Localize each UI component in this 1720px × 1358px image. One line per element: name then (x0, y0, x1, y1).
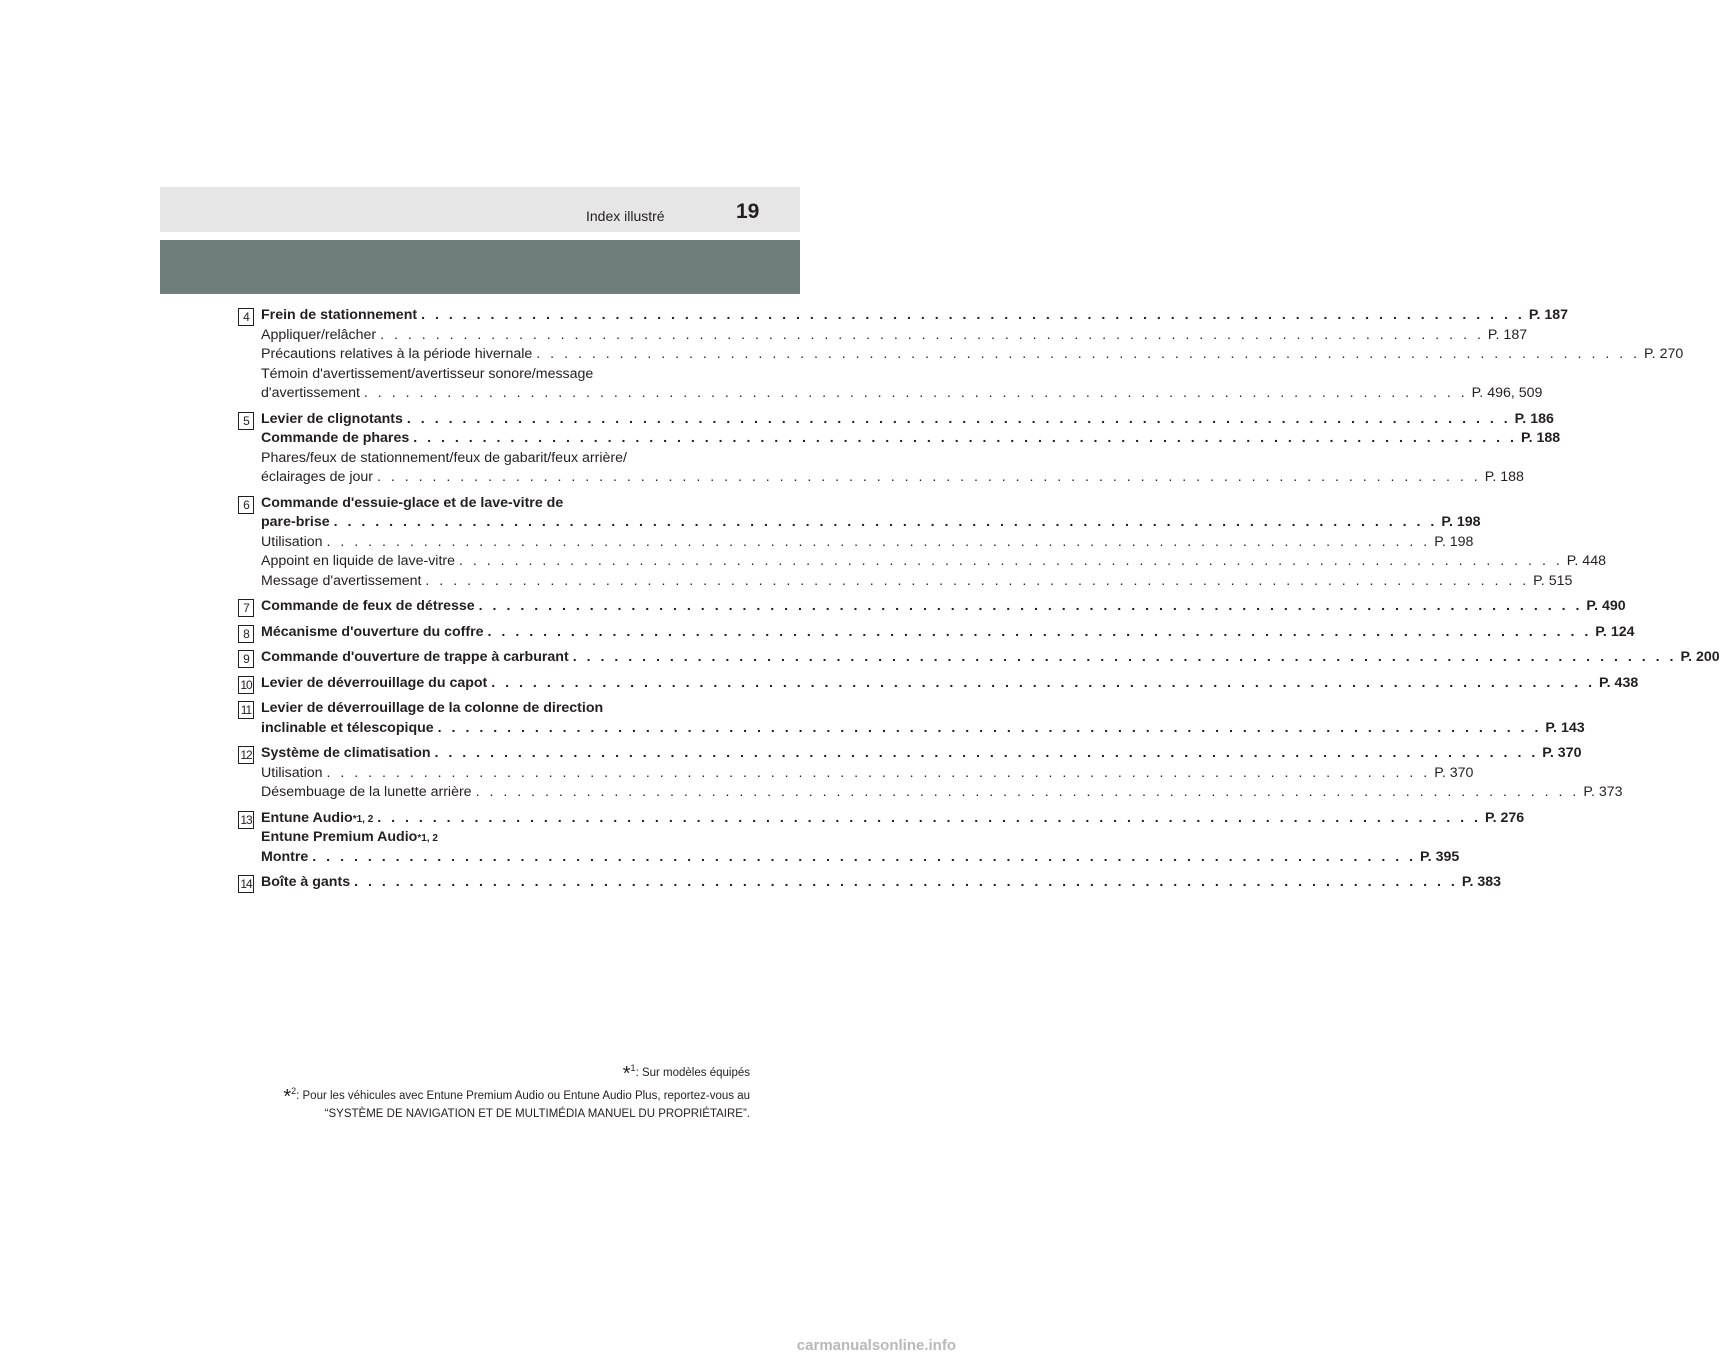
leader-dots: . . . . . . . . . . . . . . . . . . . . . . . . . . . . . . . . . . . . . . . . . . . . . . . . . . . . . . . . . . . . . . . . . . . . . . . . . . . . . . . . (312, 848, 1417, 865)
dark-banner (160, 240, 800, 294)
page-reference[interactable]: P. 515 (1533, 572, 1573, 589)
index-group (238, 306, 1684, 404)
header-band (160, 187, 800, 232)
page-reference[interactable]: P. 143 (1545, 719, 1585, 736)
entry-label: éclairages de jour (261, 469, 373, 485)
index-entry (261, 552, 1606, 572)
item-number-badge: 13 (238, 811, 254, 829)
asterisk-icon: * (622, 1063, 631, 1085)
item-number-badge: 11 (238, 701, 254, 719)
leader-dots: . . . . . . . . . . . . . . . . . . . . . . . . . . . . . . . . . . . . . . . . . . . . . . . . . . . . . . . . . . . . . . . . . . . . . . . . . . . . . . . . (536, 346, 1641, 362)
leader-dots: . . . . . . . . . . . . . . . . . . . . . . . . . . . . . . . . . . . . . . . . . . . . . . . . . . . . . . . . . . . . . . . . . . . . . . . . . . . . . . . . (491, 674, 1596, 691)
leader-dots: . . . . . . . . . . . . . . . . . . . . . . . . . . . . . . . . . . . . . . . . . . . . . . . . . . . . . . . . . . . . . . . . . . . . . . . . . . . . . . . . (363, 385, 1468, 401)
footnotes (190, 1060, 750, 1123)
entry-label: Appliquer/relâcher (261, 326, 377, 343)
index-group (238, 410, 1561, 488)
index-entry (261, 597, 1626, 617)
leader-dots: . . . . . . . . . . . . . . . . . . . . . . . . . . . . . . . . . . . . . . . . . . . . . . . . . . . . . . . . . . . . . . . . . . . . . . . . . . . . . . . . (437, 719, 1542, 736)
entry-label: Levier de clignotants (261, 410, 403, 427)
leader-dots: . . . . . . . . . . . . . . . . . . . . . . . . . . . . . . . . . . . . . . . . . . . . . . . . . . . . . . . . . . . . . . . . . . . . . . . . . . . . . . . . (572, 649, 1677, 665)
index-group (238, 597, 1626, 617)
entry-label: Phares/feux de stationnement/feux de gabarit/feux arrière/ (261, 449, 627, 466)
index-entry (261, 623, 1635, 643)
entry-label: Levier de déverrouillage du capot (261, 674, 488, 691)
index-group (238, 674, 1639, 694)
entry-label: Système de climatisation (261, 745, 431, 761)
index-entry: Entune Premium Audio *1, 2 (261, 828, 726, 848)
item-number-badge: 6 (238, 496, 254, 514)
entry-label: Précautions relatives à la période hivernale (261, 346, 533, 362)
page-reference[interactable]: P. 395 (1420, 848, 1460, 865)
entry-label: Commande de feux de détresse (261, 598, 475, 614)
page-reference[interactable]: P. 188 (1484, 469, 1524, 485)
leader-dots: . . . . . . . . . . . . . . . . . . . . . . . . . . . . . . . . . . . . . . . . . . . . . . . . . . . . . . . . . . . . . . . . . . . . . . . . . . . . . . . . (487, 623, 1592, 640)
leader-dots: . . . . . . . . . . . . . . . . . . . . . . . . . . . . . . . . . . . . . . . . . . . . . . . . . . . . . . . . . . . . . . . . . . . . . . . . . . . . . . . . (354, 874, 1458, 890)
leader-dots: . . . . . . . . . . . . . . . . . . . . . . . . . . . . . . . . . . . . . . . . . . . . . . . . . . . . . . . . . . . . . . . . . . . . . . . . . . . . . . . . (478, 598, 1583, 614)
index-entry (261, 572, 1573, 592)
item-number-badge: 7 (238, 599, 254, 617)
page-reference[interactable]: P. 200 (1680, 649, 1720, 665)
entry-label: Entune Premium Audio (261, 829, 418, 845)
footnote-1: *$^1$: Sur modèles équipés (622, 1063, 750, 1085)
footnote-2: *$^2$: Pour les véhicules avec Entune Premium Audio ou Entune Audio Plus, reportez-vous au (283, 1086, 750, 1108)
leader-dots: . . . . . . . . . . . . . . . . . . . . . . . . . . . . . . . . . . . . . . . . . . . . . . . . . . . . . . . . . . . . . . . . . . . . . . . . . . . . . . . . (475, 784, 1580, 800)
leader-dots: . . . . . . . . . . . . . . . . . . . . . . . . . . . . . . . . . . . . . . . . . . . . . . . . . . . . . . . . . . . . . . . . . . . . . . . . . . . . . . . . (434, 745, 1539, 761)
page-reference[interactable]: P. 198 (1434, 533, 1474, 550)
entry-label: Commande de phares (261, 430, 410, 446)
item-number-badge: 12 (238, 746, 254, 764)
entry-label: Témoin d'avertissement/avertisseur sonore/message (261, 365, 594, 382)
leader-dots: . . . . . . . . . . . . . . . . . . . . . . . . . . . . . . . . . . . . . . . . . . . . . . . . . . . . . . . . . . . . . . . . . . . . . . . . . . . . . . . . (326, 764, 1431, 781)
entry-label: Commande d'ouverture de trappe à carburant (261, 649, 569, 665)
page-reference[interactable]: P. 448 (1566, 553, 1606, 569)
index-group (238, 744, 1623, 803)
entry-label: Message d'avertissement (261, 572, 422, 589)
footnote-2-continued: “SYSTÈME DE NAVIGATION ET DE MULTIMÉDIA MANUEL DU PROPRIÉTAIRE”. (324, 1108, 750, 1120)
page-reference[interactable]: P. 370 (1434, 764, 1474, 781)
leader-dots: . . . . . . . . . . . . . . . . . . . . . . . . . . . . . . . . . . . . . . . . . . . . . . . . . . . . . . . . . . . . . . . . . . . . . . . . . . . . . . . . (377, 809, 1482, 826)
page-reference[interactable]: P. 496, 509 (1471, 385, 1543, 401)
entry-label: Entune Audio (261, 809, 353, 826)
page-number: 19 (736, 200, 760, 223)
index-entry (261, 384, 1543, 404)
index-entry (261, 306, 1569, 326)
page-reference[interactable]: P. 198 (1441, 514, 1481, 530)
index-entry (261, 365, 726, 385)
entry-label: Boîte à gants (261, 874, 351, 890)
page-reference[interactable]: P. 187 (1487, 326, 1528, 343)
entry-label: Appoint en liquide de lave-vitre (261, 553, 456, 569)
entry-label: Montre (261, 848, 309, 865)
index-group (238, 623, 1635, 643)
section-title: Index illustré (586, 208, 665, 224)
page-reference[interactable]: P. 270 (1644, 346, 1684, 362)
index-entry (261, 744, 1582, 764)
index-group (238, 648, 1720, 668)
leader-dots: . . . . . . . . . . . . . . . . . . . . . . . . . . . . . . . . . . . . . . . . . . . . . . . . . . . . . . . . . . . . . . . . . . . . . . . . . . . . . . . . (326, 533, 1431, 550)
entry-label: Frein de stationnement (261, 307, 418, 323)
page-reference[interactable]: P. 124 (1595, 623, 1635, 640)
index-group (238, 873, 1502, 893)
leader-dots: . . . . . . . . . . . . . . . . . . . . . . . . . . . . . . . . . . . . . . . . . . . . . . . . . . . . . . . . . . . . . . . . . . . . . . . . . . . . . . . . (380, 326, 1484, 343)
index-entry (261, 699, 726, 719)
index-entry (261, 873, 1502, 893)
index-entry (261, 719, 1585, 739)
entry-label: Utilisation (261, 533, 323, 550)
entry-label: d'avertissement (261, 385, 360, 401)
leader-dots: . . . . . . . . . . . . . . . . . . . . . . . . . . . . . . . . . . . . . . . . . . . . . . . . . . . . . . . . . . . . . . . . . . . . . . . . . . . . . . . . (377, 469, 1481, 485)
index-entry (261, 674, 1639, 694)
index-entry (261, 326, 1528, 346)
item-number-badge: 4 (238, 308, 254, 326)
entry-label: pare-brise (261, 514, 330, 530)
index-group (238, 809, 1525, 868)
page-reference[interactable]: P. 188 (1520, 430, 1561, 446)
page-reference[interactable]: P. 383 (1461, 874, 1502, 890)
page-reference[interactable]: P. 186 (1514, 410, 1554, 427)
entry-label: inclinable et télescopique (261, 719, 434, 736)
page-reference[interactable]: P. 187 (1528, 307, 1569, 323)
index-entry (261, 429, 1561, 449)
index-entry (261, 494, 726, 514)
index-group (238, 494, 1606, 592)
entry-label: Mécanisme d'ouverture du coffre (261, 623, 484, 640)
leader-dots: . . . . . . . . . . . . . . . . . . . . . . . . . . . . . . . . . . . . . . . . . . . . . . . . . . . . . . . . . . . . . . . . . . . . . . . . . . . . . . . . (406, 410, 1511, 427)
index-entry (261, 533, 1474, 553)
page-reference[interactable]: P. 490 (1586, 598, 1626, 614)
index-entry (261, 513, 1481, 533)
page-reference[interactable]: P. 370 (1542, 745, 1582, 761)
leader-dots: . . . . . . . . . . . . . . . . . . . . . . . . . . . . . . . . . . . . . . . . . . . . . . . . . . . . . . . . . . . . . . . . . . . . . . . . . . . . . . . . (459, 553, 1563, 569)
asterisk-icon: * (283, 1086, 292, 1108)
index-entry (261, 468, 1524, 488)
index-entry (261, 848, 1460, 868)
index-entry (261, 764, 1474, 784)
index-entry: Entune Audio *1, 2 . . . . . . . . . . . . . . . . . . . . . . . . . . . . . . . . . . . . . . . . . . . . . . . . . . . . . . . . . . . . . . . . . . . . . . . . . . . . . . . . P. 276 (261, 809, 726, 829)
entry-label: Utilisation (261, 764, 323, 781)
item-number-badge: 8 (238, 625, 254, 643)
index-entry (261, 648, 1720, 668)
watermark: carmanualsonline.info (796, 1337, 956, 1354)
page-reference[interactable]: P. 276 (1485, 809, 1525, 826)
entry-label: Commande d'essuie-glace et de lave-vitre de (261, 494, 564, 511)
entry-label: Levier de déverrouillage de la colonne de direction (261, 700, 604, 716)
leader-dots: . . . . . . . . . . . . . . . . . . . . . . . . . . . . . . . . . . . . . . . . . . . . . . . . . . . . . . . . . . . . . . . . . . . . . . . . . . . . . . . . (413, 430, 1517, 446)
index-entry (261, 345, 1684, 365)
leader-dots: . . . . . . . . . . . . . . . . . . . . . . . . . . . . . . . . . . . . . . . . . . . . . . . . . . . . . . . . . . . . . . . . . . . . . . . . . . . . . . . . (421, 307, 1525, 323)
item-number-badge: 9 (238, 650, 254, 668)
index-entry (261, 449, 726, 469)
index-list (238, 306, 1720, 899)
index-entry (261, 410, 1554, 430)
leader-dots: . . . . . . . . . . . . . . . . . . . . . . . . . . . . . . . . . . . . . . . . . . . . . . . . . . . . . . . . . . . . . . . . . . . . . . . . . . . . . . . . (333, 514, 1438, 530)
item-number-badge: 5 (238, 412, 254, 430)
item-number-badge: 10 (238, 676, 254, 694)
entry-label: Désembuage de la lunette arrière (261, 784, 472, 800)
index-entry (261, 783, 1623, 803)
page-reference[interactable]: P. 373 (1583, 784, 1623, 800)
page-reference[interactable]: P. 438 (1599, 674, 1639, 691)
item-number-badge: 14 (238, 875, 254, 893)
index-group (238, 699, 1585, 738)
leader-dots: . . . . . . . . . . . . . . . . . . . . . . . . . . . . . . . . . . . . . . . . . . . . . . . . . . . . . . . . . . . . . . . . . . . . . . . . . . . . . . . . (425, 572, 1530, 589)
